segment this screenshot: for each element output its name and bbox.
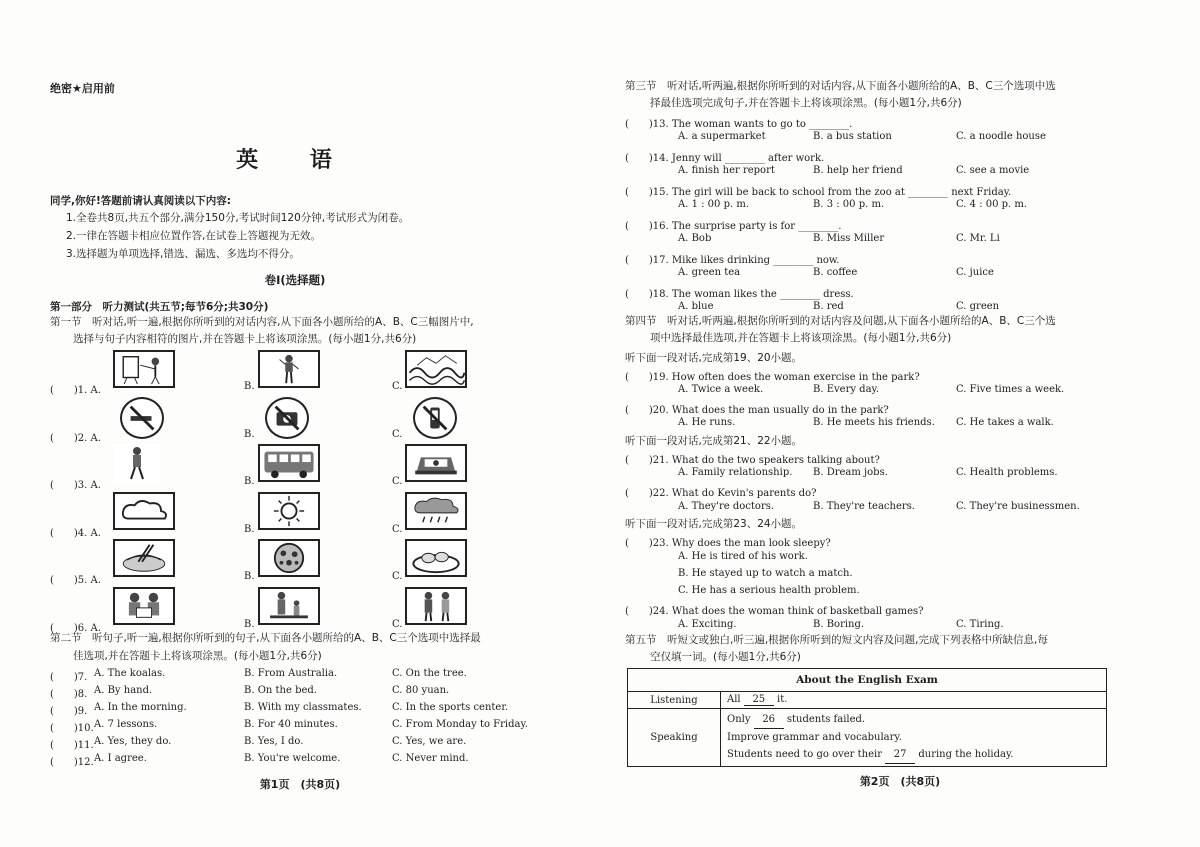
speaking-line-1 (727, 711, 1100, 729)
page-footer: 第1页 (共8页) (259, 778, 341, 791)
question-13-option-b: B. a bus station (813, 131, 892, 142)
notice-item-2: 2.一律在答题卡相应位置作答,在试卷上答题视为无效。 (66, 230, 321, 242)
question-24-option-b: B. Boring. (813, 619, 865, 630)
question-11-option-b: B. Yes, I do. (244, 736, 304, 747)
option-c-label: C. (392, 476, 403, 487)
question-24-option-a: A. Exciting. (678, 619, 737, 630)
option-c-label: C. (392, 524, 403, 535)
speaking-1-pre: Only (727, 714, 751, 725)
volume-title: 卷Ⅰ(选择题) (264, 273, 326, 287)
question-15-option-b: B. 3 : 00 p. m. (813, 199, 885, 210)
question-13-option-c: C. a noodle house (956, 131, 1046, 142)
question-10-option-b: B. For 40 minutes. (244, 719, 338, 730)
question-5-number: ( )5. A. (50, 575, 101, 586)
question-9-number: ( )9. (50, 706, 88, 717)
question-7-option-c: C. On the tree. (392, 668, 467, 679)
question-23-option-b: B. He stayed up to watch a match. (678, 568, 853, 579)
speaking-3-post: during the holiday. (918, 749, 1014, 760)
speaking-line-2: Improve grammar and vocabulary. (727, 732, 902, 743)
reading-icon (113, 587, 175, 625)
question-21-option-b: B. Dream jobs. (813, 467, 888, 478)
listening-post: it. (777, 694, 788, 705)
noodles-icon (113, 539, 175, 577)
question-14: ( )14. Jenny will ________ after work. (625, 153, 825, 164)
dialog-2-instruction: 听下面一段对话,完成第21、22小题。 (625, 435, 803, 447)
blank-25: 25 (744, 694, 774, 706)
question-11-option-c: C. Yes, we are. (392, 736, 467, 747)
question-11-number: ( )11. (50, 740, 94, 751)
exam-info-table (627, 668, 1107, 767)
question-7-option-a: A. The koalas. (94, 668, 166, 679)
question-21-option-a: A. Family relationship. (678, 467, 793, 478)
option-b-label: B. (244, 476, 255, 487)
no-photos-icon (265, 397, 309, 439)
blank-27: 27 (885, 746, 915, 764)
question-23-option-a: A. He is tired of his work. (678, 551, 808, 562)
question-23-option-c: C. He has a serious health problem. (678, 585, 860, 596)
listening-label: Listening (628, 692, 721, 709)
notice-item-3: 3.选择题为单项选择,错选、漏选、多选均不得分。 (66, 248, 300, 260)
question-7-number: ( )7. (50, 672, 88, 683)
question-14-option-c: C. see a movie (956, 165, 1030, 176)
question-7-option-b: B. From Australia. (244, 668, 338, 679)
question-16-option-a: A. Bob (678, 233, 712, 244)
confidential-mark: 绝密★启用前 (50, 82, 115, 95)
option-c-label: C. (392, 571, 403, 582)
speaking-1-post: students failed. (786, 714, 866, 725)
question-12-option-b: B. You're welcome. (244, 753, 341, 764)
option-c-label: C. (392, 619, 403, 630)
no-smoking-icon (120, 397, 164, 439)
question-15: ( )15. The girl will be back to school from the zoo at ________ next Friday. (625, 187, 1012, 198)
question-8-option-b: B. On the bed. (244, 685, 317, 696)
section3-instructions-line2: 择最佳选项完成句子,并在答题卡上将该项涂黑。(每小题1分,共6分) (650, 97, 962, 109)
question-21: ( )21. What do the two speakers talking about? (625, 455, 880, 466)
question-14-option-b: B. help her friend (813, 165, 903, 176)
section5-instructions-line1: 第五节 听短文或独白,听三遍,根据你所听到的短文内容及问题,完成下列表格中所缺信息,每 (625, 634, 1048, 646)
question-19-option-a: A. Twice a week. (678, 384, 764, 395)
option-b-label: B. (244, 381, 255, 392)
section5-instructions-line2: 空仅填一词。(每小题1分,共6分) (650, 651, 801, 663)
table-title: About the English Exam (628, 669, 1107, 692)
question-17: ( )17. Mike likes drinking ________ now. (625, 255, 840, 266)
question-10-number: ( )10. (50, 723, 94, 734)
question-18-option-b: B. red (813, 301, 844, 312)
question-15-option-a: A. 1 : 00 p. m. (678, 199, 749, 210)
boy-standing-icon (258, 350, 320, 388)
question-17-option-c: C. juice (956, 267, 994, 278)
option-b-label: B. (244, 429, 255, 440)
option-c-label: C. (392, 381, 403, 392)
boy-painting-icon (113, 350, 175, 388)
option-c-label: C. (392, 429, 403, 440)
question-20: ( )20. What does the man usually do in the park? (625, 405, 889, 416)
waves-icon (405, 350, 467, 388)
question-14-option-a: A. finish her report (678, 165, 775, 176)
question-20-option-c: C. He takes a walk. (956, 417, 1054, 428)
page-footer: 第2页 (共8页) (859, 775, 941, 788)
bus-icon (258, 444, 320, 482)
sun-icon (258, 492, 320, 530)
question-10-option-a: A. 7 lessons. (94, 719, 158, 730)
pizza-icon (258, 539, 320, 577)
question-21-option-c: C. Health problems. (956, 467, 1058, 478)
question-9-option-c: C. In the sports center. (392, 702, 509, 713)
question-19-option-b: B. Every day. (813, 384, 880, 395)
car-icon (405, 444, 467, 482)
question-16: ( )16. The surprise party is for ________. (625, 221, 842, 232)
question-12-option-c: C. Never mind. (392, 753, 469, 764)
blank-26: 26 (754, 711, 784, 729)
section4-instructions-line1: 第四节 听对话,听两遍,根据你所听到的对话内容及问题,从下面各小题所给的A、B、C三个选 (625, 315, 1056, 327)
listening-pre: All (727, 694, 741, 705)
dialog-1-instruction: 听下面一段对话,完成第19、20小题。 (625, 352, 803, 364)
question-3-number: ( )3. A. (50, 480, 101, 491)
question-24: ( )24. What does the woman think of basketball games? (625, 606, 924, 617)
question-22-option-b: B. They're teachers. (813, 501, 915, 512)
question-2-number: ( )2. A. (50, 433, 101, 444)
question-20-option-b: B. He meets his friends. (813, 417, 935, 428)
question-17-option-a: A. green tea (678, 267, 741, 278)
speaking-3-pre: Students need to go over their (727, 749, 882, 760)
listening-row (721, 692, 1107, 709)
question-8-option-a: A. By hand. (94, 685, 153, 696)
question-8-number: ( )8. (50, 689, 88, 700)
question-13: ( )13. The woman wants to go to ________. (625, 119, 853, 130)
dumplings-icon (405, 539, 467, 577)
exam-title: 英 语 (236, 147, 354, 173)
rain-icon (405, 492, 467, 530)
question-9-option-b: B. With my classmates. (244, 702, 362, 713)
no-phone-icon (413, 397, 457, 439)
option-b-label: B. (244, 619, 255, 630)
section2-instructions-line1: 第二节 听句子,听一遍,根据你所听到的句子,从下面各小题所给的A、B、C三个选项中选择最 (50, 632, 481, 644)
dialog-3-instruction: 听下面一段对话,完成第23、24小题。 (625, 518, 803, 530)
question-18: ( )18. The woman likes the ________ dress. (625, 289, 854, 300)
question-17-option-b: B. coffee (813, 267, 858, 278)
question-6-number: ( )6. A. (50, 623, 101, 634)
two-people-icon (405, 587, 467, 625)
question-20-option-a: A. He runs. (678, 417, 736, 428)
question-4-number: ( )4. A. (50, 528, 101, 539)
section1-instructions-line1: 第一节 听对话,听一遍,根据你所听到的对话内容,从下面各小题所给的A、B、C三幅图片中, (50, 316, 474, 328)
question-18-option-a: A. blue (678, 301, 714, 312)
question-18-option-c: C. green (956, 301, 1000, 312)
question-11-option-a: A. Yes, they do. (94, 736, 172, 747)
question-8-option-c: C. 80 yuan. (392, 685, 450, 696)
question-12-number: ( )12. (50, 757, 94, 768)
mother-child-icon (258, 587, 320, 625)
notice-item-1: 1.全卷共8页,共五个部分,满分150分,考试时间120分钟,考试形式为闭卷。 (66, 212, 410, 224)
section4-instructions-line2: 项中选择最佳选项,并在答题卡上将该项涂黑。(每小题1分,共6分) (650, 332, 952, 344)
question-10-option-c: C. From Monday to Friday. (392, 719, 528, 730)
notice-title: 同学,你好!答题前请认真阅读以下内容: (50, 195, 231, 207)
cloud-icon (113, 492, 175, 530)
option-b-label: B. (244, 571, 255, 582)
question-19-option-c: C. Five times a week. (956, 384, 1065, 395)
speaking-line-3 (727, 746, 1100, 764)
question-22: ( )22. What do Kevin's parents do? (625, 488, 817, 499)
boy-walking-icon (113, 444, 161, 482)
question-23: ( )23. Why does the man look sleepy? (625, 538, 831, 549)
speaking-rows (721, 709, 1107, 767)
question-24-option-c: C. Tiring. (956, 619, 1004, 630)
option-b-label: B. (244, 524, 255, 535)
question-1-number: ( )1. A. (50, 385, 101, 396)
question-15-option-c: C. 4 : 00 p. m. (956, 199, 1028, 210)
section3-instructions-line1: 第三节 听对话,听两遍,根据你所听到的对话内容,从下面各小题所给的A、B、C三个选项中选 (625, 80, 1056, 92)
question-16-option-c: C. Mr. Li (956, 233, 1000, 244)
speaking-label: Speaking (628, 709, 721, 767)
question-22-option-c: C. They're businessmen. (956, 501, 1080, 512)
question-12-option-a: A. I agree. (94, 753, 147, 764)
question-13-option-a: A. a supermarket (678, 131, 766, 142)
question-9-option-a: A. In the morning. (94, 702, 187, 713)
section1-instructions-line2: 选择与句子内容相符的图片,并在答题卡上将该项涂黑。(每小题1分,共6分) (73, 333, 417, 345)
section2-instructions-line2: 佳选项,并在答题卡上将该项涂黑。(每小题1分,共6分) (73, 650, 322, 662)
question-19: ( )19. How often does the woman exercise in the park? (625, 372, 920, 383)
question-22-option-a: A. They're doctors. (678, 501, 775, 512)
question-16-option-b: B. Miss Miller (813, 233, 885, 244)
part1-title: 第一部分 听力测试(共五节;每节6分;共30分) (50, 301, 269, 313)
